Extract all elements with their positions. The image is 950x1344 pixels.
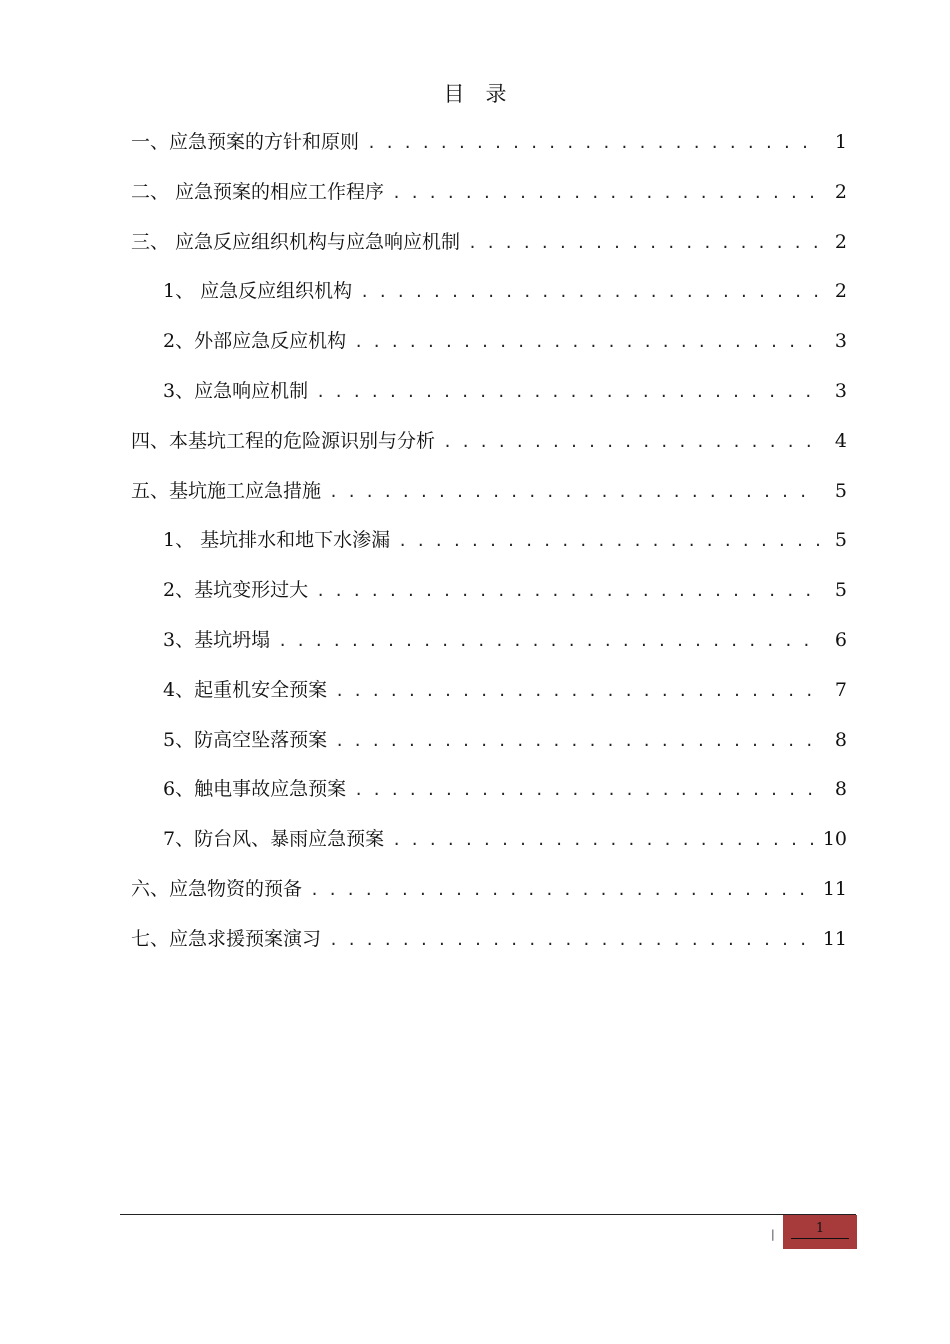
footer-tick-mark: | (771, 1228, 775, 1241)
toc-subentry[interactable] (131, 666, 847, 716)
toc-entry-label: 7、防台风、暴雨应急预案 (163, 828, 385, 851)
toc-leader-dots (354, 766, 819, 816)
toc-entry-page: 8 (834, 778, 847, 801)
toc-entry[interactable] (131, 865, 847, 915)
toc-entry[interactable] (131, 168, 847, 218)
toc-entry-label: 三、 应急反应组织机构与应急响应机制 (131, 230, 461, 253)
table-of-contents (131, 118, 847, 965)
toc-leader-dots (392, 169, 819, 219)
toc-entry[interactable] (131, 218, 847, 268)
toc-leader-dots (398, 517, 819, 567)
toc-entry-label: 六、应急物资的预备 (131, 877, 303, 900)
toc-entry[interactable] (131, 915, 847, 965)
toc-leader-dots (278, 617, 819, 667)
toc-entry-page: 5 (834, 479, 847, 502)
toc-subentry[interactable] (131, 616, 847, 666)
toc-entry-label: 6、触电事故应急预案 (163, 778, 347, 801)
toc-entry-label: 五、基坑施工应急措施 (131, 479, 322, 502)
toc-entry-page: 5 (834, 529, 847, 552)
toc-entry-label: 2、基坑变形过大 (163, 579, 309, 602)
toc-leader-dots (360, 268, 819, 318)
toc-subentry[interactable] (131, 367, 847, 417)
toc-entry[interactable] (131, 467, 847, 517)
footer-divider (120, 1214, 856, 1215)
toc-entry-page: 4 (834, 429, 847, 452)
toc-entry-page: 11 (822, 927, 847, 950)
toc-entry-label: 5、防高空坠落预案 (163, 728, 328, 751)
toc-entry-label: 一、应急预案的方针和原则 (131, 131, 360, 153)
toc-entry-page: 2 (834, 280, 847, 303)
toc-entry-label: 2、外部应急反应机构 (163, 330, 347, 353)
toc-leader-dots (468, 219, 819, 269)
toc-leader-dots (367, 119, 819, 169)
toc-leader-dots (335, 667, 819, 717)
toc-subentry[interactable] (131, 267, 847, 317)
toc-entry-page: 1 (834, 131, 847, 153)
toc-entry[interactable] (131, 417, 847, 467)
page-number: 1 (791, 1220, 849, 1239)
toc-leader-dots (329, 916, 813, 966)
toc-entry-page: 8 (834, 728, 847, 751)
toc-subentry[interactable] (131, 317, 847, 367)
toc-entry-label: 3、基坑坍塌 (163, 628, 271, 651)
toc-entry-label: 七、应急求援预案演习 (131, 927, 322, 950)
toc-entry-page: 3 (834, 379, 847, 402)
toc-leader-dots (316, 368, 819, 418)
toc-subentry[interactable] (131, 566, 847, 616)
toc-entry-page: 5 (834, 579, 847, 602)
toc-entry-page: 6 (834, 628, 847, 651)
toc-entry-label: 1、 应急反应组织机构 (163, 280, 353, 303)
toc-subentry[interactable] (131, 765, 847, 815)
toc-entry-label: 四、本基坑工程的危险源识别与分析 (131, 429, 436, 452)
toc-entry-page: 3 (834, 330, 847, 353)
toc-entry-page: 11 (822, 877, 847, 900)
toc-leader-dots (335, 717, 819, 767)
page-number-badge (783, 1215, 857, 1249)
toc-entry-page: 7 (834, 678, 847, 701)
toc-leader-dots (392, 816, 813, 866)
toc-entry-page: 2 (834, 230, 847, 253)
toc-leader-dots (316, 567, 819, 617)
toc-leader-dots (354, 318, 819, 368)
toc-entry-label: 3、应急响应机制 (163, 379, 309, 402)
toc-entry-page: 10 (822, 828, 847, 851)
toc-subentry[interactable] (131, 815, 847, 865)
toc-leader-dots (310, 866, 813, 916)
toc-entry-label: 1、 基坑排水和地下水渗漏 (163, 529, 391, 552)
toc-subentry[interactable] (131, 716, 847, 766)
toc-subentry[interactable] (131, 516, 847, 566)
toc-entry-page: 2 (834, 180, 847, 203)
toc-entry[interactable] (131, 118, 847, 168)
toc-leader-dots (443, 418, 819, 468)
toc-leader-dots (329, 468, 819, 518)
page-title: 目 录 (443, 82, 507, 106)
toc-entry-label: 4、起重机安全预案 (163, 678, 328, 701)
toc-entry-label: 二、 应急预案的相应工作程序 (131, 180, 385, 203)
